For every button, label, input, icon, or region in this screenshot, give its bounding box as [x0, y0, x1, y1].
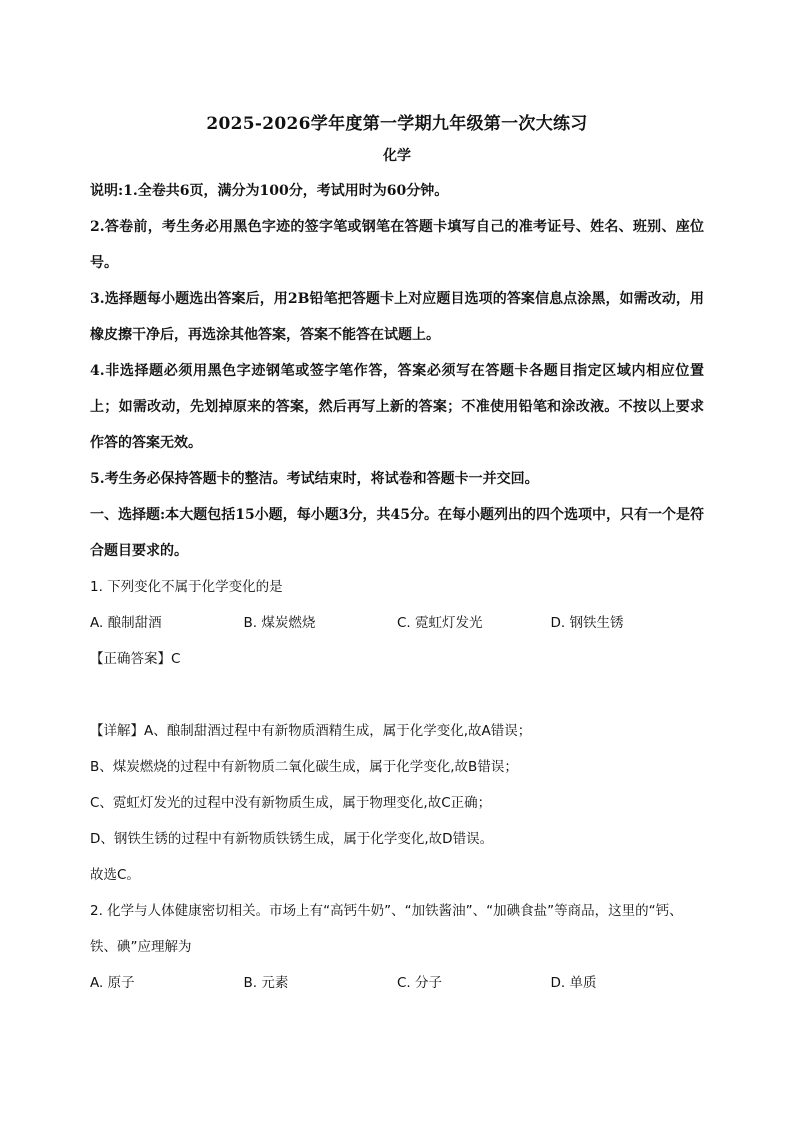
option-a: A. 原子 — [90, 975, 135, 991]
option-d: D. 钢铁生锈 — [550, 615, 624, 631]
option-b: B. 煤炭燃烧 — [243, 615, 316, 631]
option-a: A. 酿制甜酒 — [90, 615, 162, 631]
question-2-options — [90, 965, 704, 1001]
instruction-2: 2.答卷前，考生务必用黑色字迹的签字笔或钢笔在答题卡填写自己的准考证号、姓名、班别、座位号。 — [90, 219, 704, 271]
question-1-options — [90, 605, 704, 641]
option-b: B. 元素 — [243, 975, 289, 991]
question-2-stem: 2. 化学与人体健康密切相关。市场上有“高钙牛奶”、“加铁酱油”、“加碘食盐”等商品，这里的“钙、铁、碘”应理解为 — [90, 903, 683, 955]
instruction-4: 4.非选择题必须用黑色字迹钢笔或签字笔作答，答案必须写在答题卡各题目指定区域内相应位置上；如需改动，先划掉原来的答案，然后再写上新的答案；不准使用铅笔和涂改液。不按以上要求作答的答案无效。 — [90, 363, 704, 451]
instruction-1: 说明:1.全卷共6页，满分为100分，考试用时为60分钟。 — [90, 183, 449, 199]
question-1-stem: 1. 下列变化不属于化学变化的是 — [90, 579, 283, 595]
blank-gap — [90, 677, 704, 713]
explanation-line: D、钢铁生锈的过程中有新物质铁锈生成，属于化学变化,故D错误。 — [90, 831, 494, 847]
explanation-line: C、霓虹灯发光的过程中没有新物质生成，属于物理变化,故C正确； — [90, 795, 492, 811]
instruction-5: 5.考生务必保持答题卡的整洁。考试结束时，将试卷和答题卡一并交回。 — [90, 471, 539, 487]
explanation-line: 【详解】A、酿制甜酒过程中有新物质酒精生成，属于化学变化,故A错误； — [90, 723, 532, 739]
section-heading: 一、选择题:本大题包括15小题，每小题3分，共45分。在每小题列出的四个选项中，只有一个是符合题目要求的。 — [90, 507, 704, 559]
explanation-line: B、煤炭燃烧的过程中有新物质二氧化碳生成，属于化学变化,故B错误； — [90, 759, 518, 775]
instruction-3: 3.选择题每小题选出答案后，用2B铅笔把答题卡上对应题目选项的答案信息点涂黑，如需改动，用橡皮擦干净后，再选涂其他答案，答案不能答在试题上。 — [90, 291, 704, 343]
question-1-answer: 【正确答案】C — [90, 651, 181, 667]
option-c: C. 霓虹灯发光 — [397, 615, 483, 631]
option-d: D. 单质 — [550, 975, 597, 991]
option-c: C. 分子 — [397, 975, 443, 991]
explanation-conclusion: 故选C。 — [90, 867, 140, 883]
exam-title: 2025-2026学年度第一学期九年级第一次大练习 — [206, 114, 588, 134]
subject-label: 化学 — [383, 148, 411, 164]
